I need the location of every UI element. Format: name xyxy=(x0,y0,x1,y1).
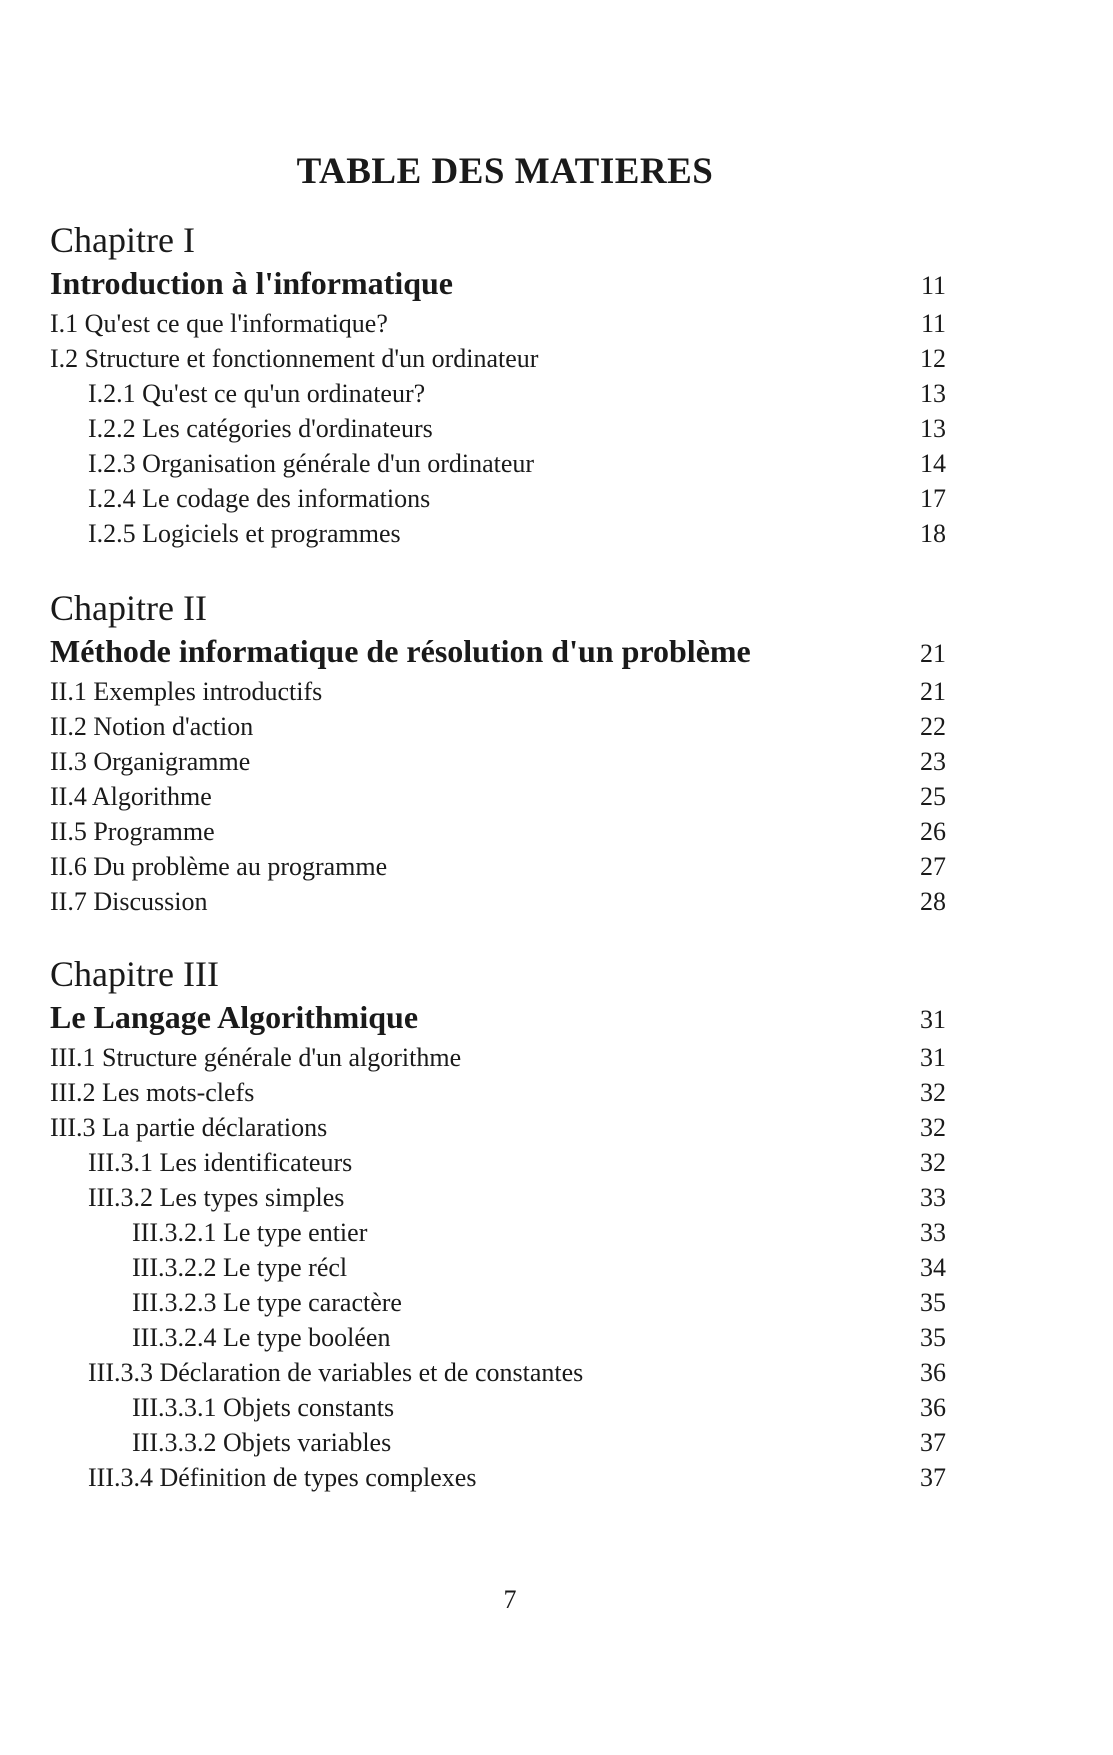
chapter-heading-text: Le Langage Algorithmique xyxy=(50,999,419,1035)
chapter-2 xyxy=(50,586,950,919)
chapter-label: Chapitre I xyxy=(50,220,195,260)
toc-entry: III.3.3.1 Objets constants 36 xyxy=(132,1393,946,1422)
chapter-heading xyxy=(50,630,950,672)
chapter-label: Chapitre II xyxy=(50,588,207,628)
toc-entry: II.6 Du problème au programme 27 xyxy=(50,852,946,881)
toc-entry: III.3 La partie déclarations 32 xyxy=(50,1113,946,1142)
toc-entry: III.3.2.2 Le type récl 34 xyxy=(132,1253,946,1282)
chapter-1 xyxy=(50,218,950,551)
toc-entry: I.2.1 Qu'est ce qu'un ordinateur? 13 xyxy=(88,379,946,408)
toc-entry: II.7 Discussion 28 xyxy=(50,887,946,916)
toc-entry: II.3 Organigramme 23 xyxy=(50,747,946,776)
toc-entry: III.3.3.2 Objets variables 37 xyxy=(132,1428,946,1457)
chapter-heading-text: Méthode informatique de résolution d'un problème xyxy=(50,633,751,669)
chapter-heading-page: 31 xyxy=(920,1005,946,1034)
toc-entry: II.4 Algorithme 25 xyxy=(50,782,946,811)
toc-entry: I.2.5 Logiciels et programmes 18 xyxy=(88,519,946,548)
toc-entry: I.2.2 Les catégories d'ordinateurs 13 xyxy=(88,414,946,443)
toc-entry: II.2 Notion d'action 22 xyxy=(50,712,946,741)
toc-entry: III.3.1 Les identificateurs 32 xyxy=(88,1148,946,1177)
toc-entry: II.1 Exemples introductifs 21 xyxy=(50,677,946,706)
chapter-3 xyxy=(50,952,950,1495)
toc-entry: I.1 Qu'est ce que l'informatique? 11 xyxy=(50,309,946,338)
toc-entry: I.2.3 Organisation générale d'un ordinateur 14 xyxy=(88,449,946,478)
page-number: 7 xyxy=(503,1585,517,1614)
toc-entries xyxy=(50,674,950,919)
toc-entry: III.3.3 Déclaration de variables et de constantes 36 xyxy=(88,1358,946,1387)
chapter-heading-page: 21 xyxy=(920,639,946,668)
toc-entries xyxy=(50,1040,950,1495)
toc-entry: I.2 Structure et fonctionnement d'un ordinateur 12 xyxy=(50,344,946,373)
toc-entry: III.2 Les mots-clefs 32 xyxy=(50,1078,946,1107)
toc-entry: III.3.2.1 Le type entier 33 xyxy=(132,1218,946,1247)
toc-entry: III.3.4 Définition de types complexes 37 xyxy=(88,1463,946,1492)
toc-entry: III.3.2.4 Le type booléen 35 xyxy=(132,1323,946,1352)
chapter-heading-page: 11 xyxy=(920,271,946,300)
toc-entry: III.1 Structure générale d'un algorithme 31 xyxy=(50,1043,946,1072)
chapter-label: Chapitre III xyxy=(50,954,219,994)
toc-entry: III.3.2 Les types simples 33 xyxy=(88,1183,946,1212)
chapter-heading xyxy=(50,996,950,1038)
toc-entry: III.3.2.3 Le type caractère 35 xyxy=(132,1288,946,1317)
chapter-heading xyxy=(50,262,950,304)
chapter-heading-text: Introduction à l'informatique xyxy=(50,265,453,301)
toc-entry: II.5 Programme 26 xyxy=(50,817,946,846)
page-title: TABLE DES MATIERES xyxy=(296,151,714,192)
toc-entries xyxy=(50,306,950,551)
toc-entry: I.2.4 Le codage des informations 17 xyxy=(88,484,946,513)
